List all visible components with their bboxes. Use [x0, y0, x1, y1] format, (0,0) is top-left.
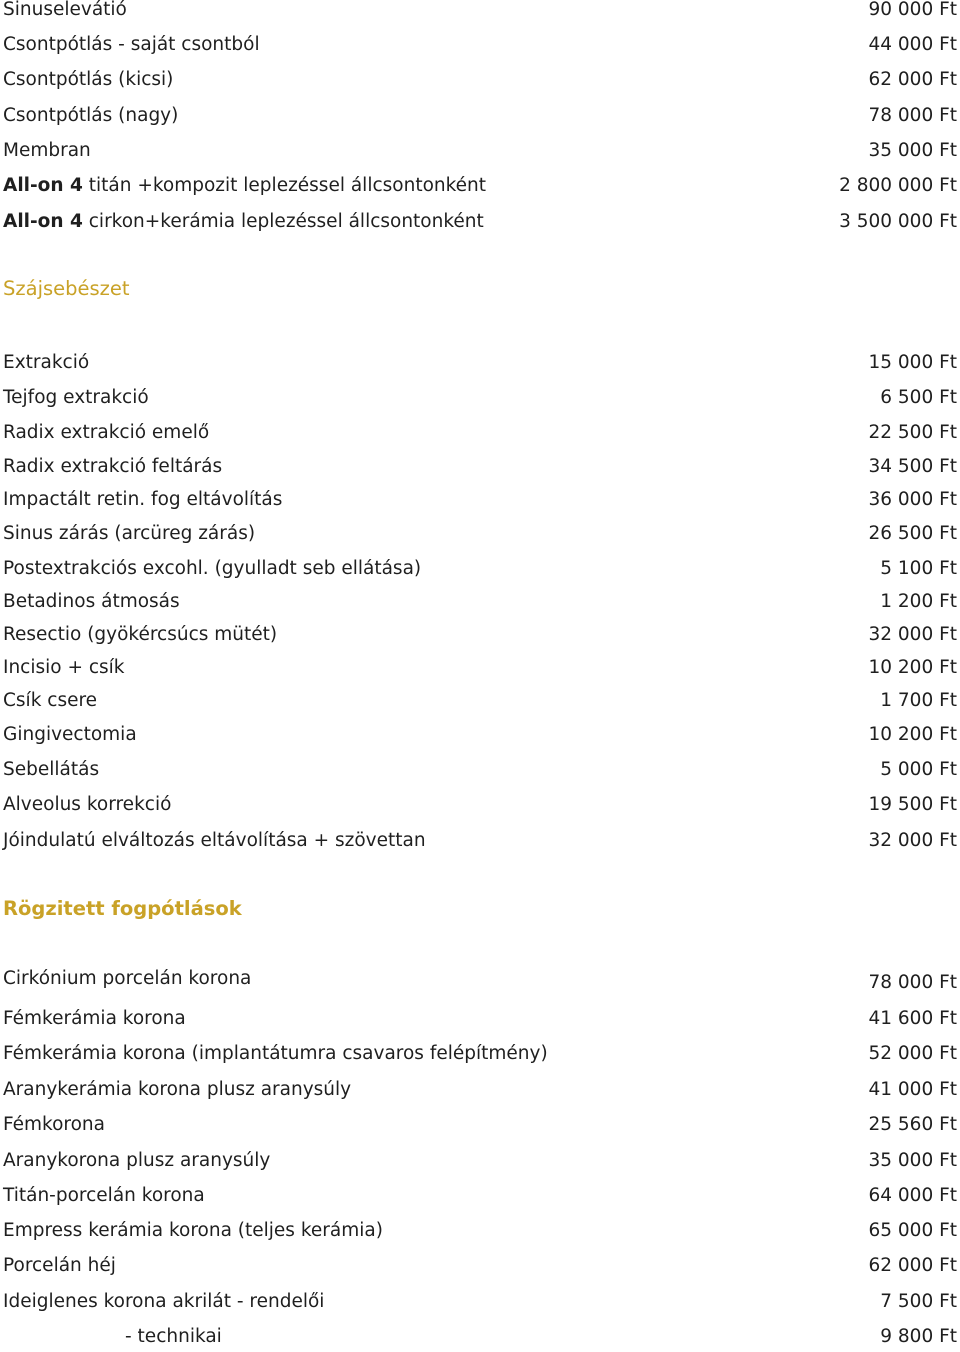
section-heading: Szájsebészet	[3, 277, 130, 300]
price-row	[3, 758, 957, 782]
price-row	[3, 723, 957, 747]
service-price: 41 000 Ft	[868, 1079, 957, 1100]
service-name-rest: cirkon+kerámia leplezéssel állcsontonként	[82, 211, 484, 232]
service-name: Csontpótlás - saját csontból	[3, 34, 260, 55]
service-price: 25 560 Ft	[868, 1114, 957, 1135]
price-row	[3, 386, 957, 410]
service-price: 34 500 Ft	[868, 456, 957, 477]
service-price: 7 500 Ft	[880, 1291, 957, 1312]
price-row	[3, 351, 957, 375]
price-row	[3, 689, 957, 713]
price-row	[3, 1042, 957, 1066]
service-name: Aranykerámia korona plusz aranysúly	[3, 1079, 352, 1100]
service-name: Csontpótlás (nagy)	[3, 105, 179, 126]
price-row	[3, 1254, 957, 1278]
service-name: Empress kerámia korona (teljes kerámia)	[3, 1220, 383, 1241]
service-name: Postextrakciós excohl. (gyulladt seb ellátása)	[3, 558, 422, 579]
service-price: 62 000 Ft	[868, 69, 957, 90]
service-price: 65 000 Ft	[868, 1220, 957, 1241]
price-row	[3, 139, 957, 163]
service-name: Csík csere	[3, 690, 98, 711]
service-price: 36 000 Ft	[868, 489, 957, 510]
price-row	[3, 793, 957, 817]
service-name: Csontpótlás (kicsi)	[3, 69, 174, 90]
service-name: Ideiglenes korona akrilát - rendelői	[3, 1291, 325, 1312]
service-name: Resectio (gyökércsúcs mütét)	[3, 624, 278, 645]
price-row	[3, 1290, 957, 1314]
service-price: 6 500 Ft	[880, 387, 957, 408]
service-price: 44 000 Ft	[868, 34, 957, 55]
service-name: Gingivectomia	[3, 724, 137, 745]
service-price: 22 500 Ft	[868, 422, 957, 443]
price-row	[3, 1078, 957, 1102]
service-price: 10 200 Ft	[868, 724, 957, 745]
price-row	[3, 488, 957, 512]
service-price: 78 000 Ft	[868, 972, 957, 993]
service-price: 26 500 Ft	[868, 523, 957, 544]
service-name-bold: All-on 4	[3, 211, 83, 232]
service-price: 41 600 Ft	[868, 1008, 957, 1029]
service-price: 9 800 Ft	[880, 1326, 957, 1347]
price-row	[3, 1184, 957, 1208]
service-name: Extrakció	[3, 352, 90, 373]
service-price: 64 000 Ft	[868, 1185, 957, 1206]
section-heading: Rögzitett fogpótlások	[3, 897, 242, 920]
price-row	[3, 656, 957, 680]
service-name: Membran	[3, 140, 91, 161]
service-name: - technikai	[125, 1326, 222, 1347]
service-price: 78 000 Ft	[868, 105, 957, 126]
service-name: Titán-porcelán korona	[3, 1185, 205, 1206]
service-price: 5 000 Ft	[880, 759, 957, 780]
service-name-rest: titán +kompozit leplezéssel állcsontonként	[82, 175, 487, 196]
service-price: 3 500 000 Ft	[839, 211, 957, 232]
service-name: Jóindulatú elváltozás eltávolítása + szövettan	[3, 830, 426, 851]
price-row	[3, 68, 957, 92]
service-price: 35 000 Ft	[868, 1150, 957, 1171]
price-row	[3, 967, 957, 991]
service-name-bold: All-on 4	[3, 175, 83, 196]
service-name: Betadinos átmosás	[3, 591, 180, 612]
service-price: 19 500 Ft	[868, 794, 957, 815]
service-price: 2 800 000 Ft	[839, 175, 957, 196]
price-row	[3, 174, 957, 198]
service-name: Porcelán héj	[3, 1255, 116, 1276]
service-name: Radix extrakció emelő	[3, 422, 210, 443]
service-name: Sinus zárás (arcüreg zárás)	[3, 523, 256, 544]
price-row	[3, 1007, 957, 1031]
service-name: Cirkónium porcelán korona	[3, 968, 252, 989]
service-price: 62 000 Ft	[868, 1255, 957, 1276]
service-price: 32 000 Ft	[868, 830, 957, 851]
service-name: Impactált retin. fog eltávolítás	[3, 489, 283, 510]
service-name: Sinuselevátió	[3, 0, 127, 20]
service-price: 35 000 Ft	[868, 140, 957, 161]
price-row	[3, 522, 957, 546]
service-price: 90 000 Ft	[868, 0, 957, 20]
price-row	[3, 623, 957, 647]
service-name: Tejfog extrakció	[3, 387, 149, 408]
price-row	[3, 210, 957, 234]
service-name: Alveolus korrekció	[3, 794, 172, 815]
price-row	[3, 590, 957, 614]
price-row	[3, 1149, 957, 1173]
price-row	[3, 0, 957, 22]
price-row	[3, 421, 957, 445]
service-name: Aranykorona plusz aranysúly	[3, 1150, 271, 1171]
service-price: 32 000 Ft	[868, 624, 957, 645]
service-price: 52 000 Ft	[868, 1043, 957, 1064]
service-price: 10 200 Ft	[868, 657, 957, 678]
price-row	[3, 1219, 957, 1243]
service-name: Sebellátás	[3, 759, 100, 780]
service-price: 1 700 Ft	[880, 690, 957, 711]
service-name	[3, 174, 486, 198]
service-name: Fémkerámia korona (implantátumra csavaros felépítmény)	[3, 1043, 548, 1064]
service-name: Incisio + csík	[3, 657, 125, 678]
service-price: 1 200 Ft	[880, 591, 957, 612]
service-price: 5 100 Ft	[880, 558, 957, 579]
price-row	[3, 1325, 957, 1349]
price-row	[3, 829, 957, 853]
price-row	[3, 104, 957, 128]
service-name: Fémkerámia korona	[3, 1008, 186, 1029]
service-name	[3, 210, 484, 234]
price-row	[3, 33, 957, 57]
price-row	[3, 455, 957, 479]
service-price: 15 000 Ft	[868, 352, 957, 373]
price-row	[3, 1113, 957, 1137]
service-name: Fémkorona	[3, 1114, 105, 1135]
price-row	[3, 557, 957, 581]
service-name: Radix extrakció feltárás	[3, 456, 223, 477]
